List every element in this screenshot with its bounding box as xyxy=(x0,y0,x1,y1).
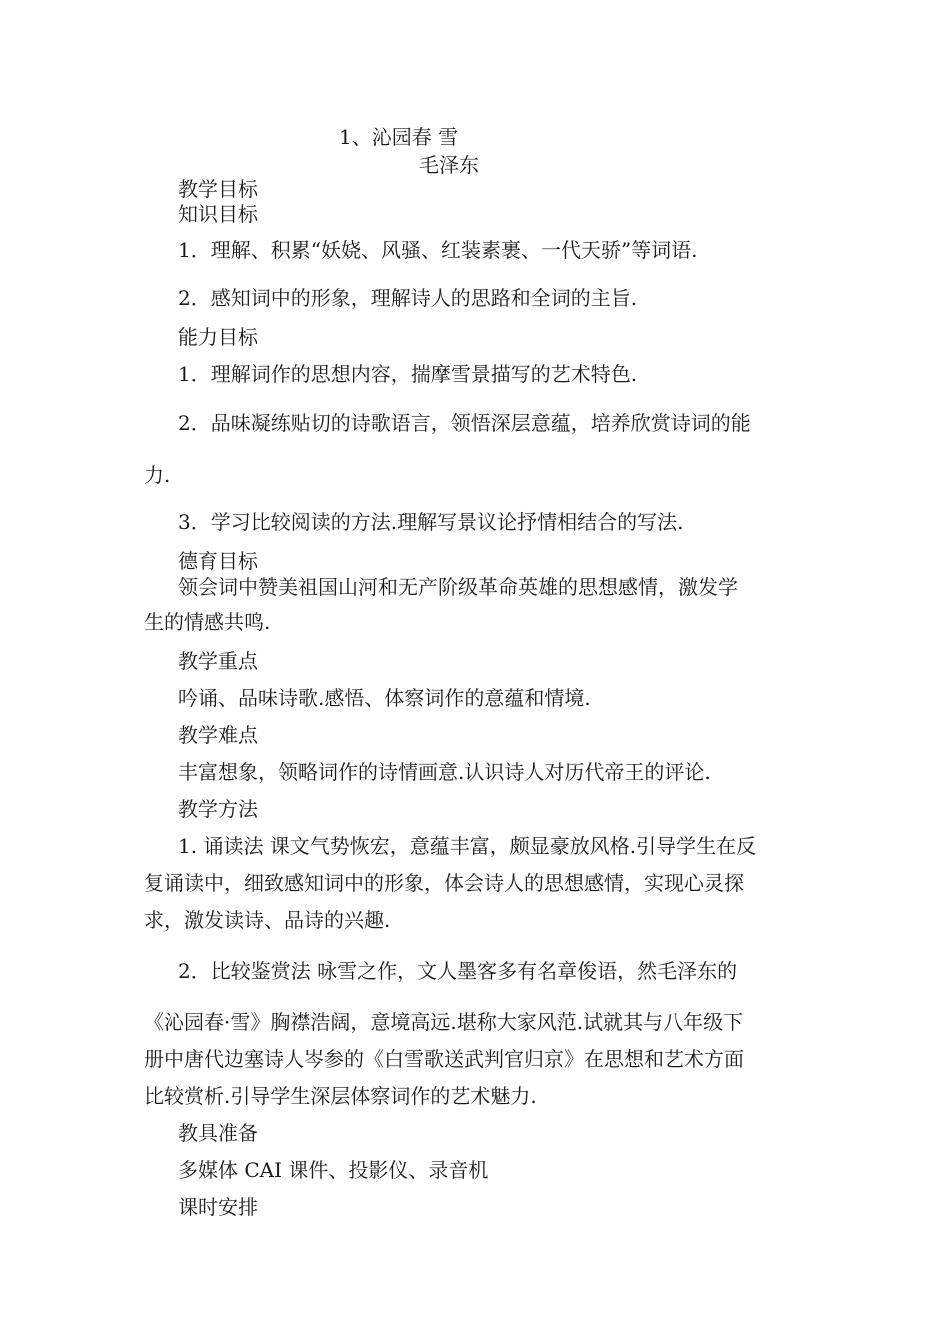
teaching-difficulty-text: 丰富想象，领略词作的诗情画意.认识诗人对历代帝王的评论. xyxy=(178,760,711,784)
heading-teaching-difficulty: 教学难点 xyxy=(178,723,258,747)
heading-ability-goals: 能力目标 xyxy=(178,325,258,349)
heading-moral-goals: 德育目标 xyxy=(178,549,258,573)
method-1-line-2: 复诵读中，细致感知词中的形象，体会诗人的思想感情，实现心灵探 xyxy=(144,871,744,895)
method-2-line-3: 册中唐代边塞诗人岑参的《白雪歌送武判官归京》在思想和艺术方面 xyxy=(144,1047,744,1071)
heading-teaching-aids: 教具准备 xyxy=(178,1121,258,1145)
teaching-aids-text: 多媒体 CAI 课件、投影仪、录音机 xyxy=(178,1158,489,1182)
method-1-line-3: 求，激发读诗、品诗的兴趣. xyxy=(144,908,391,932)
heading-teaching-methods: 教学方法 xyxy=(178,797,258,821)
method-2-line-2: 《沁园春·雪》胸襟浩阔，意境高远.堪称大家风范.试就其与八年级下 xyxy=(144,1010,744,1034)
method-1-line-1: 1. 诵读法 课文气势恢宏，意蕴丰富，颇显豪放风格.引导学生在反 xyxy=(178,834,757,858)
author-name: 毛泽东 xyxy=(419,153,479,177)
heading-teaching-focus: 教学重点 xyxy=(178,649,258,673)
method-2-line-1: 2．比较鉴赏法 咏雪之作，文人墨客多有名章俊语，然毛泽东的 xyxy=(178,959,738,983)
knowledge-goal-2: 2．感知词中的形象，理解诗人的思路和全词的主旨. xyxy=(178,286,638,310)
method-2-line-4: 比较赏析.引导学生深层体察词作的艺术魅力. xyxy=(144,1084,537,1108)
moral-goal-line-2: 生的情感共鸣. xyxy=(144,610,271,634)
moral-goal-line-1: 领会词中赞美祖国山河和无产阶级革命英雄的思想感情，激发学 xyxy=(178,575,738,599)
ability-goal-1: 1．理解词作的思想内容，揣摩雪景描写的艺术特色. xyxy=(178,362,638,386)
heading-teaching-goals: 教学目标 xyxy=(178,177,258,201)
ability-goal-3: 3．学习比较阅读的方法.理解写景议论抒情相结合的写法. xyxy=(178,510,684,534)
teaching-focus-text: 吟诵、品味诗歌.感悟、体察词作的意蕴和情境. xyxy=(178,686,591,710)
ability-goal-2-line-1: 2．品味凝练贴切的诗歌语言，领悟深层意蕴，培养欣赏诗词的能 xyxy=(178,411,751,435)
knowledge-goal-1: 1．理解、积累“妖娆、风骚、红装素裹、一代天骄”等词语. xyxy=(178,238,698,262)
lesson-title: 1、沁园春 雪 xyxy=(339,125,459,149)
ability-goal-2-line-2: 力. xyxy=(144,463,171,487)
heading-knowledge-goals: 知识目标 xyxy=(178,202,258,226)
heading-class-schedule: 课时安排 xyxy=(178,1195,258,1219)
